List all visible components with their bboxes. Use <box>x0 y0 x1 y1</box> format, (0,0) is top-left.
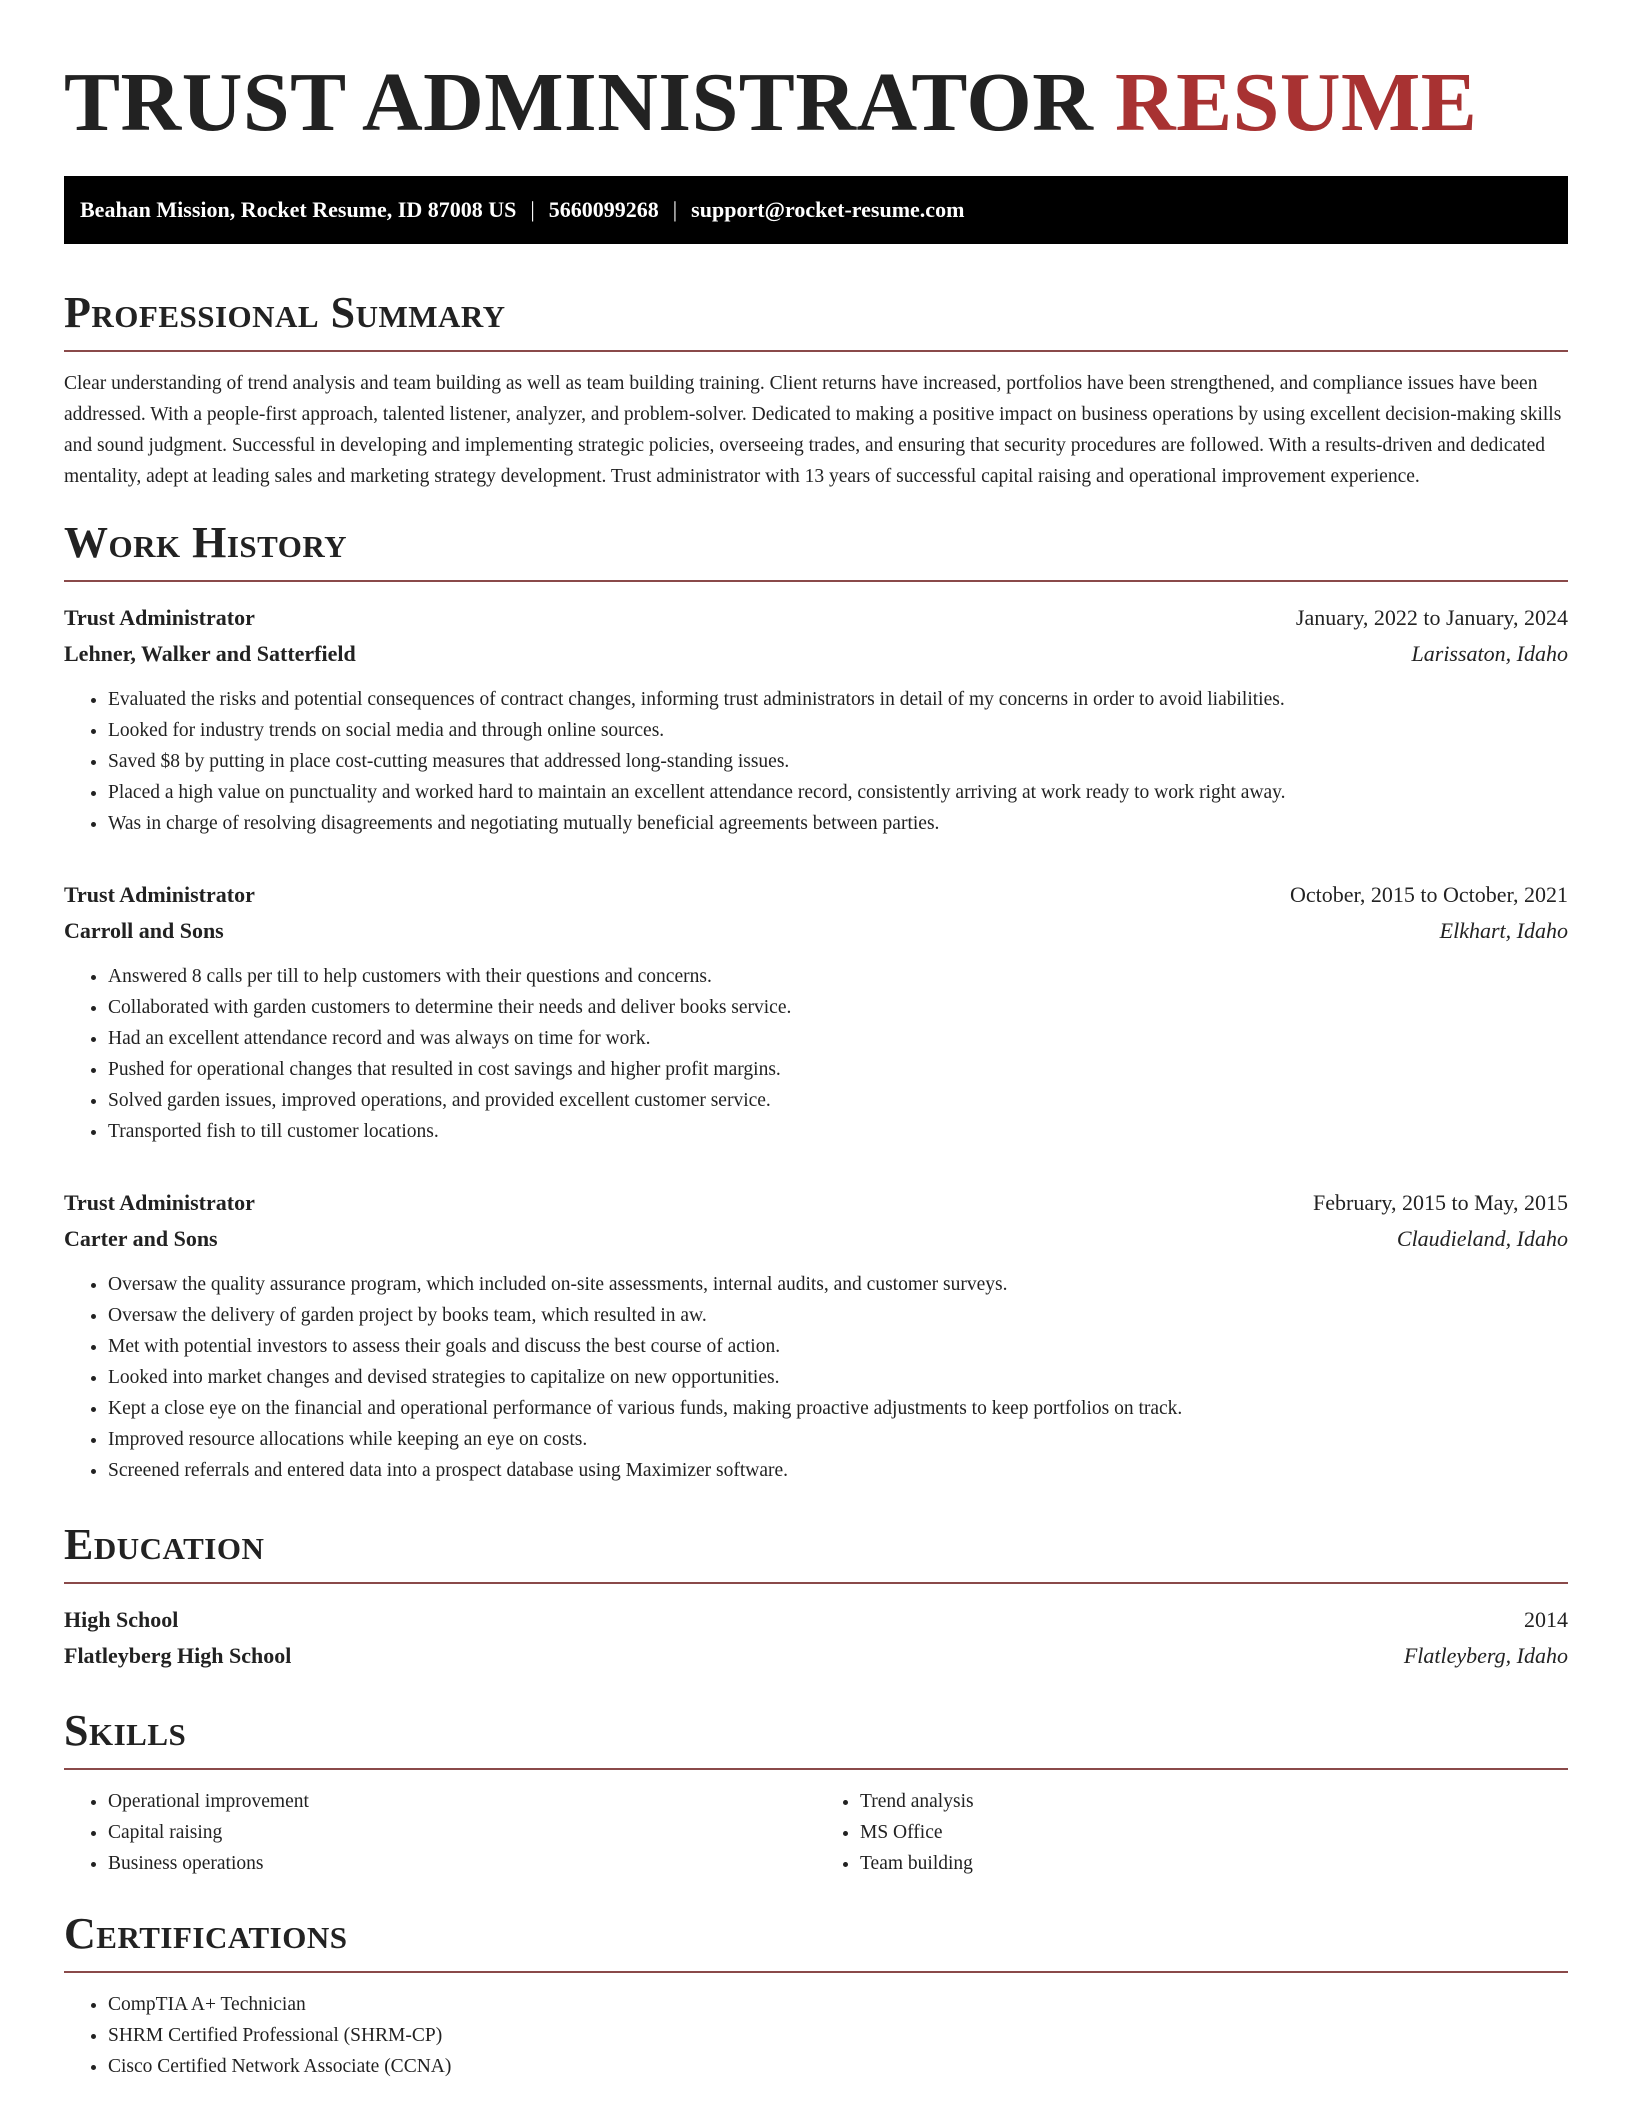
job-company: Carroll and Sons <box>64 918 224 943</box>
list-item: • Placed a high value on punctuality and worked hard to maintain an excellent attendance record, consistently arriving at work ready to work right away. <box>108 777 1568 808</box>
job-location: Claudieland, Idaho <box>1396 1226 1568 1251</box>
skills-section <box>64 1706 1568 1879</box>
list-item: • Cisco Certified Network Associate (CCNA) <box>108 2051 1568 2082</box>
job-dates: October, 2015 to October, 2021 <box>1289 882 1568 907</box>
list-item: • Business operations <box>108 1848 816 1879</box>
list-item: • Solved garden issues, improved operations, and provided excellent customer service. <box>108 1085 1568 1116</box>
list-item: • Operational improvement <box>108 1786 816 1817</box>
list-item: • Looked into market changes and devised strategies to capitalize on new opportunities. <box>108 1362 1568 1393</box>
list-item: • Oversaw the delivery of garden project by books team, which resulted in aw. <box>108 1300 1568 1331</box>
job-entry <box>64 877 1568 1147</box>
list-item: • Pushed for operational changes that resulted in cost savings and higher profit margins. <box>108 1054 1568 1085</box>
job-company: Carter and Sons <box>64 1226 218 1251</box>
list-item: • Kept a close eye on the financial and operational performance of various funds, making proactive adjustments to keep portfolios on track. <box>108 1393 1568 1424</box>
job-title: Trust Administrator <box>64 1190 255 1215</box>
list-item: • Team building <box>860 1848 1568 1879</box>
education-location: Flatleyberg, Idaho <box>1403 1643 1568 1668</box>
section-heading: Skills <box>64 1706 1568 1770</box>
section-heading: Certifications <box>64 1909 1568 1973</box>
list-item: • Improved resource allocations while keeping an eye on costs. <box>108 1424 1568 1455</box>
resume-page <box>64 0 1568 2082</box>
education-entry <box>64 1602 1568 1674</box>
job-dates: February, 2015 to May, 2015 <box>1313 1190 1568 1215</box>
certifications-section <box>64 1909 1568 2082</box>
section-heading: Work History <box>64 518 1568 582</box>
job-company: Lehner, Walker and Satterfield <box>64 641 356 666</box>
certifications-list <box>64 1989 1568 2082</box>
list-item: • Collaborated with garden customers to determine their needs and deliver books service. <box>108 992 1568 1023</box>
list-item: • Was in charge of resolving disagreements and negotiating mutually beneficial agreements between parties. <box>108 808 1568 839</box>
skills-column-left <box>64 1786 816 1879</box>
skills-grid <box>64 1786 1568 1879</box>
job-entry <box>64 1185 1568 1486</box>
job-entry <box>64 600 1568 839</box>
job-bullets <box>64 1269 1568 1486</box>
list-item: • Saved $8 by putting in place cost-cutting measures that addressed long-standing issues. <box>108 746 1568 777</box>
list-item: • Capital raising <box>108 1817 816 1848</box>
contact-address: Beahan Mission, Rocket Resume, ID 87008 US <box>80 197 517 222</box>
list-item: • Oversaw the quality assurance program, which included on-site assessments, internal audits, and customer surveys. <box>108 1269 1568 1300</box>
section-heading: Education <box>64 1520 1568 1584</box>
title-main: TRUST ADMINISTRATOR <box>64 56 1094 149</box>
contact-separator: | <box>672 197 678 222</box>
job-location: Larissaton, Idaho <box>1411 641 1568 666</box>
list-item: • SHRM Certified Professional (SHRM-CP) <box>108 2020 1568 2051</box>
list-item: • MS Office <box>860 1817 1568 1848</box>
contact-separator: | <box>530 197 535 222</box>
education-section <box>64 1520 1568 1674</box>
list-item: • Trend analysis <box>860 1786 1568 1817</box>
contact-bar <box>64 176 1568 244</box>
resume-title <box>64 58 1568 148</box>
list-item: • Transported fish to till customer locations. <box>108 1116 1568 1147</box>
list-item: • Had an excellent attendance record and was always on time for work. <box>108 1023 1568 1054</box>
list-item: • Looked for industry trends on social media and through online sources. <box>108 715 1568 746</box>
education-school: Flatleyberg High School <box>64 1643 292 1668</box>
list-item: • CompTIA A+ Technician <box>108 1989 1568 2020</box>
list-item: • Screened referrals and entered data into a prospect database using Maximizer software. <box>108 1455 1568 1486</box>
title-accent: RESUME <box>1114 56 1478 149</box>
contact-phone: 5660099268 <box>548 197 659 222</box>
job-location: Elkhart, Idaho <box>1439 918 1568 943</box>
list-item: • Met with potential investors to assess their goals and discuss the best course of action. <box>108 1331 1568 1362</box>
education-degree: High School <box>64 1607 179 1632</box>
summary-text: Clear understanding of trend analysis and team building as well as team building training. Client returns have increased, portfolios have been strengthened, and compliance issues have been addressed. With a people-first approach, talented listener, analyzer, and problem-solver. Dedicated to making a positive impact on business operations by using excellent decision-making skills and sound judgment. Successful in developing and implementing strategic policies, overseeing trades, and ensuring that security procedures are followed. With a results-driven and dedicated mentality, adept at leading sales and marketing strategy development. Trust administrator with 13 years of successful capital raising and operational improvement experience. <box>64 373 1562 487</box>
professional-summary-section <box>64 288 1568 492</box>
list-item: • Answered 8 calls per till to help customers with their questions and concerns. <box>108 961 1568 992</box>
job-bullets <box>64 961 1568 1147</box>
skills-column-right <box>816 1786 1568 1879</box>
work-history-section <box>64 518 1568 1486</box>
job-title: Trust Administrator <box>64 882 255 907</box>
section-heading: Professional Summary <box>64 288 1568 352</box>
list-item: • Evaluated the risks and potential consequences of contract changes, informing trust administrators in detail of my concerns in order to avoid liabilities. <box>108 684 1568 715</box>
job-dates: January, 2022 to January, 2024 <box>1295 605 1568 630</box>
job-bullets <box>64 684 1568 839</box>
job-title: Trust Administrator <box>64 605 255 630</box>
contact-email: support@rocket-resume.com <box>691 197 965 222</box>
education-year: 2014 <box>1524 1607 1568 1632</box>
